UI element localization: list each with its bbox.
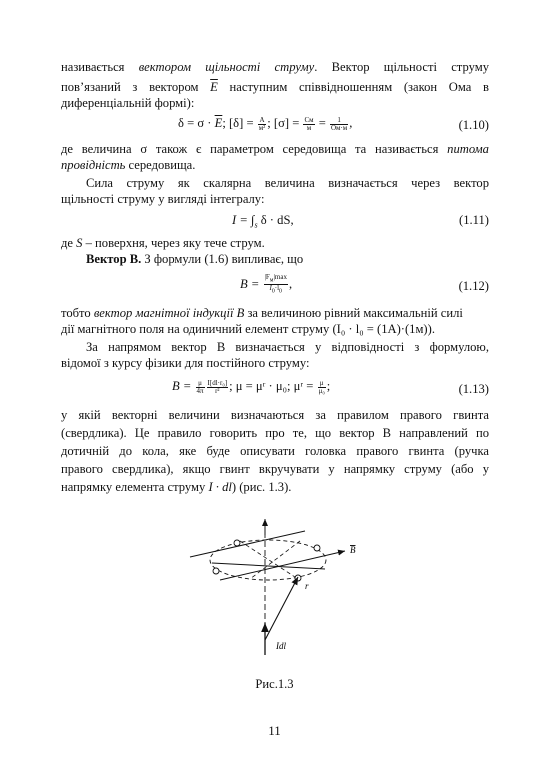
text-line: відомої з курсу фізики для постійного струму: (61, 356, 310, 370)
equation-1-12: B = $\frac{|F_м|\max}{I_0\cdot l_0}$ , (240, 273, 293, 295)
equation-number: (1.12) (458, 279, 489, 293)
equation-1-11: $I = \int_s$ δ · dS, (232, 213, 294, 230)
fraction: $\frac{|F_м|\max}{I_0\cdot l_0}$ (264, 273, 287, 295)
text-line: Сила струму як скалярна величина визначається через вектор (86, 176, 489, 190)
fraction: $\frac{См}{м}$ (304, 115, 314, 132)
text-line: За напрямом вектор B визначається у відповідності з формулою, (86, 340, 489, 354)
text-line: де S – поверхня, через яку тече струм. (61, 236, 265, 250)
text-line: правого свердлика), якщо гвинт вкручувати у напрямку струму (або у (61, 462, 489, 476)
fraction: $\frac{\text{I[dl·r₀]}}{\text{r²}}$ (207, 378, 228, 395)
text-line: диференціальній формі): (61, 96, 195, 110)
figure-caption: Рис.1.3 (255, 677, 294, 691)
text-line: де величина σ також є параметром середовища та називається питома (61, 142, 489, 156)
fraction: $\frac{\mu}{4\pi}$ (196, 378, 204, 395)
radius-vector (265, 577, 298, 640)
label-b: B (350, 545, 356, 555)
text-line: провідність середовища. (61, 158, 196, 172)
page-number: 11 (268, 723, 281, 738)
fraction: $\frac{1}{Ом\cdot м}$ (330, 115, 348, 132)
tangent-line (220, 551, 345, 580)
point-marker (234, 540, 240, 546)
equation-number: (1.11) (459, 213, 489, 227)
text-line: дотичній до кола, яке буде описувати головка правого гвинта (ручка (61, 444, 489, 458)
text-line: називається вектором щільності струму. Вектор щільності струму (61, 60, 489, 74)
circle-path (210, 540, 326, 580)
point-marker (213, 568, 219, 574)
equation-number: (1.13) (458, 382, 489, 396)
equation-1-13: B = $\frac{\mu}{4\pi}$ $\frac{\text{I[dl·r₀]}}{\text{r²}}$ ; μ = μʳ · μ₀; μʳ = $\frac{\mu}{\text{μ₀}}$ ; (172, 378, 331, 395)
text-line: (свердлика). Це правило говорить про те, що вектор B направлений по (61, 426, 489, 440)
label-idl: Idl (276, 641, 286, 651)
equation-number: (1.10) (458, 118, 489, 132)
text-line: дії магнітного поля на одиничний елемент струму (I₀ · l₀ = (1А)·(1м)). (61, 322, 435, 336)
equation-1-10: $\delta = \sigma \cdot \overline{E}$; [δ] = $\frac{А}{\text{м²}}$ ; [σ] = $\frac{См}{м}$ = $\frac{1}{Ом\cdot м}$ , (178, 115, 353, 132)
point-marker (314, 545, 320, 551)
tangent-line (212, 563, 325, 569)
text-line: щільності струму у вигляді інтегралу: (61, 192, 265, 206)
text-line: пов’язаний з вектором $\overline{E}$ наступним співвідношенням (закон Ома в (61, 80, 489, 94)
text-line: тобто вектор магнітної індукції B за величиною рівний максимальній силі (61, 306, 463, 320)
right-hand-screw-figure (180, 505, 380, 665)
fraction: $\frac{А}{\text{м²}}$ (258, 115, 266, 132)
text-line: напрямку елемента струму I · dl) (рис. 1.3). (61, 480, 292, 494)
chord-line (250, 541, 300, 579)
label-r: r (305, 581, 309, 591)
text-line: Вектор B. З формули (1.6) випливає, що (86, 252, 304, 266)
tangent-line (190, 531, 305, 557)
fraction: $\frac{\mu}{\text{μ₀}}$ (318, 378, 325, 395)
text-line: у якій векторні величини визначаються за правилом правого гвинта (61, 408, 489, 422)
